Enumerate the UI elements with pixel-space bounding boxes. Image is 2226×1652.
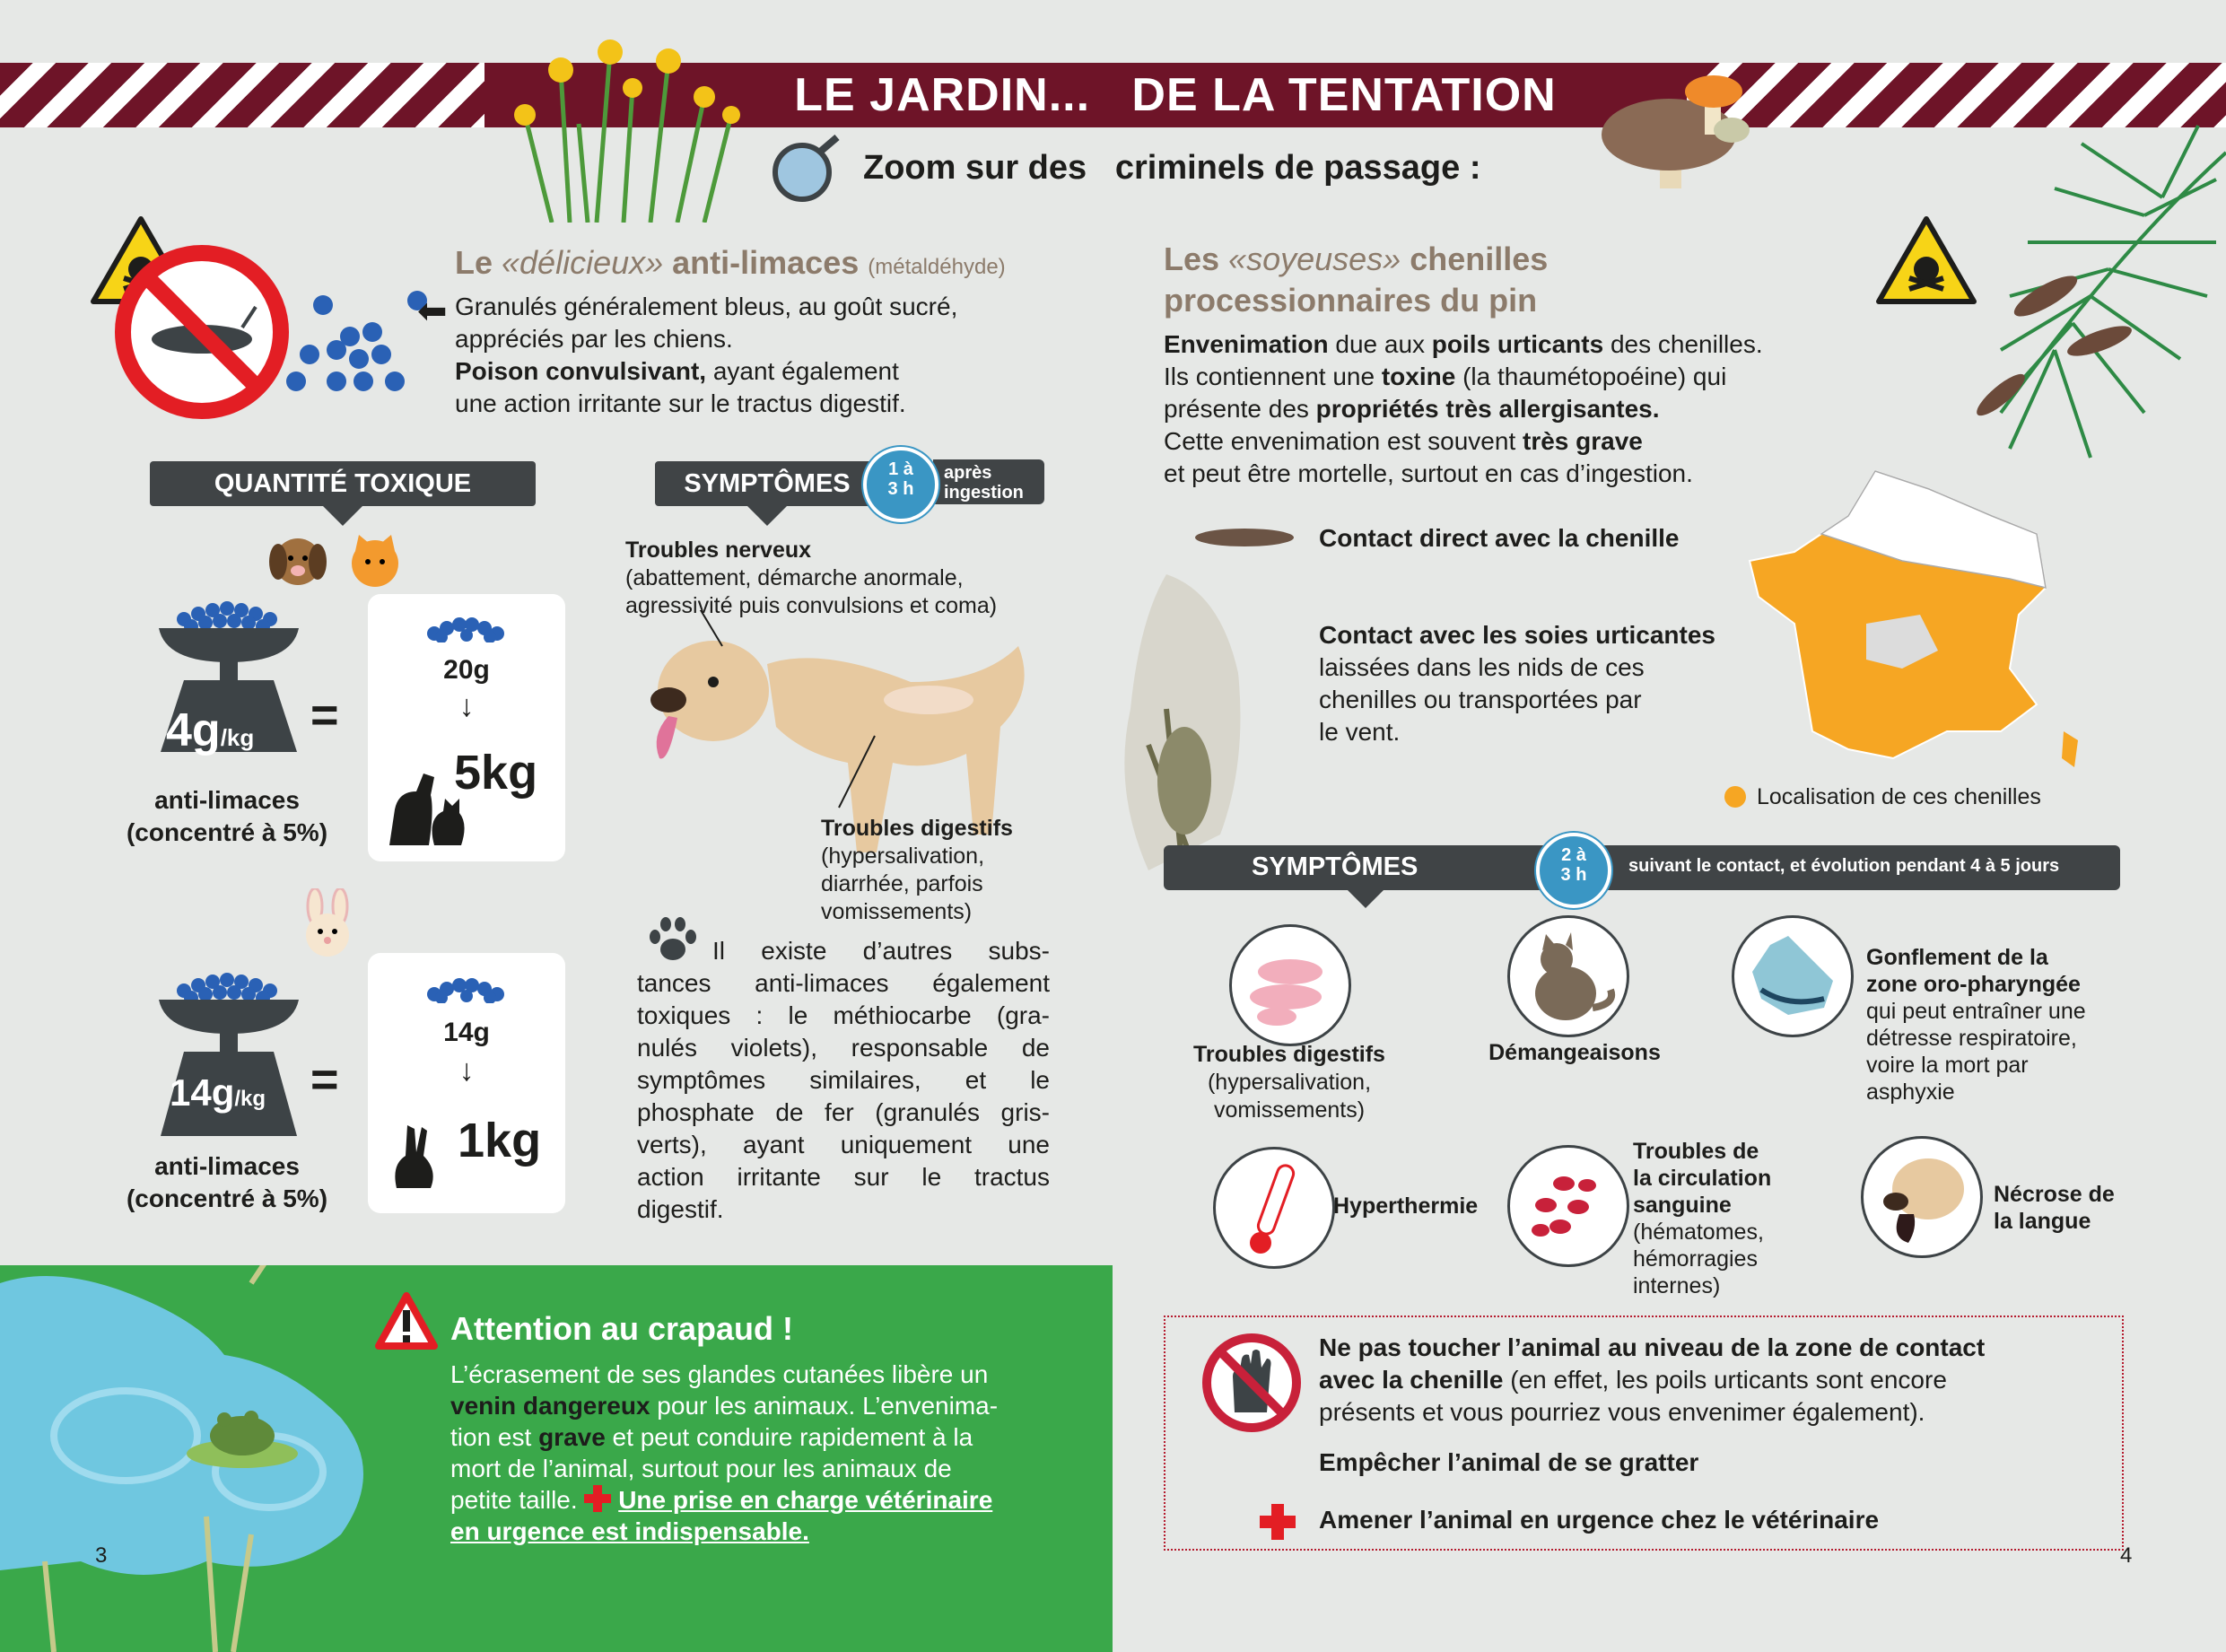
- autres-l6: phosphate de fer (granulés gris-: [637, 1098, 1050, 1126]
- page-number-left: 3: [95, 1543, 108, 1568]
- conseil-1-l3: présents et vous pourriez vous envenimer également).: [1319, 1398, 1925, 1426]
- antilimaces-title-italic: «délicieux»: [502, 244, 664, 281]
- dose-caption-line2: (concentré à 5%): [126, 1184, 328, 1212]
- pellet-pile-icon: [422, 614, 511, 642]
- symptomes-note: suivant le contact, et évolution pendant 4 à 5 jours: [1628, 856, 2060, 876]
- chenilles-p3-a: présente des: [1164, 395, 1316, 423]
- animal-weight: 5kg: [454, 746, 538, 800]
- warning-triangle-icon: [375, 1292, 438, 1350]
- troubles-digestifs-l2: diarrhée, parfois: [821, 871, 983, 896]
- map-legend: Localisation de ces chenilles: [1757, 784, 2041, 809]
- pond-illustration: [0, 1265, 413, 1652]
- chenilles-title-les: Les: [1164, 240, 1229, 277]
- chenilles-p2-a: Ils contiennent une: [1164, 363, 1382, 390]
- chenilles-title-italic: «soyeuses»: [1228, 240, 1401, 277]
- intestine-icon: [1229, 924, 1351, 1046]
- page-title: LE JARDIN... DE LA TENTATION: [794, 69, 1557, 121]
- autres-substances: [637, 935, 1050, 1226]
- thermometer-icon: [1213, 1147, 1335, 1269]
- gonflement-l1: qui peut entraîner une: [1866, 999, 2086, 1024]
- sym-digestifs-title: Troubles digestifs: [1193, 1042, 1385, 1067]
- antilimaces-title: [455, 244, 1006, 282]
- crapaud-section: [0, 1265, 1113, 1652]
- contact-soies-l1: laissées dans les nids de ces: [1319, 653, 1645, 681]
- crapaud-title: Attention au crapaud !: [450, 1310, 794, 1347]
- crapaud-text: [450, 1359, 1078, 1547]
- contact-soies-l2: chenilles ou transportées par: [1319, 686, 1642, 713]
- rabbit-silhouette-icon: [388, 1120, 441, 1192]
- daffodil-illustration: [498, 16, 758, 223]
- arrow-down-icon: ↓: [458, 689, 475, 723]
- dose-caption-2: [97, 1150, 357, 1215]
- sym-digestifs-l2: vomissements): [1213, 1097, 1366, 1123]
- mushroom-illustration: [1588, 63, 1750, 197]
- circ-t2: la circulation: [1633, 1166, 1772, 1191]
- circ-t1: Troubles de: [1633, 1139, 1759, 1164]
- pellet-pile-icon: [422, 975, 511, 1003]
- conseil-2: Empêcher l’animal de se gratter: [1319, 1448, 1699, 1476]
- gonflement: [1866, 944, 2086, 1106]
- antilimaces-line4: une action irritante sur le tractus digestif.: [455, 389, 906, 417]
- autres-l1: Il existe d’autres subs-: [712, 937, 1050, 965]
- dose-caption-line1: anti-limaces: [154, 786, 300, 814]
- circ-l2: hémorragies: [1633, 1246, 1758, 1272]
- crapaud-l4: mort de l’animal, surtout pour les animaux de: [450, 1455, 952, 1482]
- dose-caption-1: [97, 784, 357, 849]
- zoom-prefix: Zoom sur des: [863, 149, 1087, 187]
- crapaud-urgence-link-2: en urgence est indispensable.: [450, 1517, 809, 1545]
- troubles-digestifs-left: [821, 815, 1013, 926]
- necrose-t2: la langue: [1994, 1209, 2091, 1234]
- blood-cells-icon: [1507, 1145, 1629, 1267]
- antilimaces-title-rest: anti-limaces: [663, 244, 860, 281]
- dog-cat-faces-icon: [266, 531, 409, 590]
- rabbit-face-icon: [292, 888, 363, 960]
- autres-l9: digestif.: [637, 1195, 724, 1223]
- dog-tongue-icon: [1861, 1136, 1983, 1258]
- animal-weight: 1kg: [458, 1114, 542, 1167]
- chenilles-p1-a: due aux: [1328, 330, 1432, 358]
- troubles-nerveux-l1: (abattement, démarche anormale,: [625, 565, 964, 590]
- symptomes-label-left: SYMPTÔMES: [655, 461, 879, 506]
- clock-top: 2 à: [1561, 845, 1586, 865]
- pine-nest-illustration: [1113, 565, 1256, 888]
- antilimaces-line2: appréciés par les chiens.: [455, 325, 733, 353]
- pellet-amount: 20g: [443, 655, 490, 685]
- antilimaces-title-paren: (métaldéhyde): [868, 255, 1006, 279]
- chenilles-p2-bold: toxine: [1381, 363, 1456, 390]
- crapaud-l2-rest: pour les animaux. L’envenima-: [650, 1392, 999, 1420]
- chenilles-p1-bold2: poils urticants: [1431, 330, 1604, 358]
- magnifier-icon: [770, 135, 842, 206]
- circ-l3: internes): [1633, 1273, 1721, 1298]
- contact-direct: Contact direct avec la chenille: [1319, 524, 1680, 552]
- clock-icon-left: [863, 447, 938, 522]
- crapaud-l2-bold: venin dangereux: [450, 1392, 650, 1420]
- equals-sign: =: [310, 688, 339, 742]
- dose-card-2: [368, 953, 565, 1213]
- arrow-left-icon: ⬅: [417, 292, 448, 331]
- gonflement-t1: Gonflement de la: [1866, 945, 2048, 970]
- conseil-1-rest: (en effet, les poils urticants sont encore: [1503, 1366, 1947, 1394]
- autres-l2: tances anti-limaces également: [637, 969, 1050, 997]
- crapaud-urgence-link: Une prise en charge vétérinaire: [618, 1486, 993, 1514]
- arrow-down-icon: ↓: [458, 1053, 475, 1088]
- autres-l8: action irritante sur le tractus: [637, 1163, 1050, 1191]
- page-number-right: 4: [2120, 1543, 2133, 1568]
- dose-unit: /kg: [234, 1087, 266, 1111]
- troubles-digestifs-right: [1177, 1041, 1401, 1124]
- antilimaces-description: [455, 291, 1083, 420]
- no-touch-icon: [1200, 1332, 1303, 1434]
- dose-card-1: [368, 594, 565, 861]
- sym-digestifs-l1: (hypersalivation,: [1207, 1070, 1372, 1095]
- conseil-1: [1319, 1332, 2108, 1429]
- symptomes-pointer: [1346, 888, 1385, 908]
- troubles-nerveux-l2: agressivité puis convulsions et coma): [625, 593, 998, 618]
- scratching-cat-icon: [1507, 915, 1629, 1037]
- troubles-digestifs-title: Troubles digestifs: [821, 816, 1013, 841]
- contact-soies-l3: le vent.: [1319, 718, 1401, 746]
- troubles-digestifs-l1: (hypersalivation,: [821, 843, 985, 869]
- antilimaces-line3-rest: ayant également: [706, 357, 899, 385]
- clock-icon-right: [1536, 833, 1611, 908]
- chenilles-title: [1164, 239, 1548, 321]
- zoom-heading: [863, 149, 1480, 188]
- chenilles-p4-a: Cette envenimation est souvent: [1164, 427, 1523, 455]
- conseil-3: Amener l’animal en urgence chez le vétérinaire: [1319, 1506, 1880, 1534]
- chenilles-p2-b: (la thaumétopoéine) qui: [1455, 363, 1727, 390]
- necrose-t1: Nécrose de: [1994, 1182, 2115, 1207]
- demangeaisons: Démangeaisons: [1488, 1040, 1661, 1065]
- hyperthermie: Hyperthermie: [1333, 1193, 1479, 1219]
- chenilles-p4-bold: très grave: [1523, 427, 1643, 455]
- chenilles-p3-bold: propriétés très allergisantes.: [1315, 395, 1660, 423]
- necrose: [1994, 1181, 2115, 1235]
- dose-value: 14g: [170, 1071, 235, 1114]
- troubles-nerveux-title: Troubles nerveux: [625, 538, 812, 563]
- chenilles-p1-bold: Envenimation: [1164, 330, 1329, 358]
- gonflement-l2: détresse respiratoire,: [1866, 1026, 2077, 1051]
- circ-l1: (hématomes,: [1633, 1219, 1764, 1245]
- dose-caption-line2: (concentré à 5%): [126, 818, 328, 846]
- conseil-1-bold2: avec la chenille: [1319, 1366, 1504, 1394]
- crapaud-l3-a: tion est: [450, 1423, 539, 1451]
- clock-top: 1 à: [888, 459, 913, 479]
- contact-soies-title: Contact avec les soies urticantes: [1319, 621, 1715, 649]
- troubles-nerveux: [625, 537, 997, 620]
- crapaud-l3-bold: grave: [538, 1423, 606, 1451]
- caterpillar-icon: [1193, 526, 1296, 549]
- antilimaces-line3-bold: Poison convulsivant,: [455, 357, 707, 385]
- apres-ingestion-label: [933, 459, 1044, 504]
- dose-value: 4g: [166, 704, 221, 756]
- chenilles-p5: et peut être mortelle, surtout en cas d’ingestion.: [1164, 459, 1693, 487]
- antilimaces-title-le: Le: [455, 244, 502, 281]
- ingestion-text: ingestion: [944, 483, 1024, 503]
- france-map: [1741, 462, 2091, 776]
- antilimaces-line1: Granulés généralement bleus, au goût sucré,: [455, 293, 958, 320]
- quantite-toxique-label: QUANTITÉ TOXIQUE: [150, 461, 536, 506]
- troubles-circulation: [1633, 1138, 1771, 1299]
- conseil-1-bold1: Ne pas toucher l’animal au niveau de la zone de contact: [1319, 1333, 1986, 1361]
- zoom-suffix: criminels de passage :: [1114, 149, 1481, 187]
- gonflement-l3: voire la mort par: [1866, 1053, 2029, 1078]
- chenilles-p1-b: des chenilles.: [1603, 330, 1763, 358]
- autres-l5: symptômes similaires, et le: [637, 1066, 1050, 1094]
- title-banner: [0, 63, 2226, 127]
- dose-14g: [170, 1071, 266, 1114]
- toxic-warning-icon-right: [1875, 215, 1977, 305]
- chenilles-title-l2: processionnaires du pin: [1164, 282, 1538, 319]
- red-cross-icon-2: [1260, 1504, 1296, 1540]
- chenilles-title-rest: chenilles: [1401, 240, 1549, 277]
- swollen-dog-icon: [1732, 915, 1854, 1037]
- contact-soies: [1319, 619, 1768, 748]
- banner-stripes-left: [0, 63, 484, 127]
- circ-t3: sanguine: [1633, 1193, 1732, 1218]
- gonflement-t2: zone oro-pharyngée: [1866, 972, 2081, 997]
- dose-unit: /kg: [220, 724, 255, 751]
- equals-sign-2: =: [310, 1053, 339, 1106]
- autres-l3: toxiques : le méthiocarbe (gra-: [637, 1001, 1050, 1029]
- troubles-digestifs-l3: vomissements): [821, 899, 973, 924]
- gonflement-l4: asphyxie: [1866, 1079, 1955, 1105]
- legend-dot: [1724, 786, 1746, 808]
- pellet-amount: 14g: [443, 1018, 490, 1047]
- clock-bottom: 3 h: [887, 479, 914, 499]
- autres-l7: verts), ayant uniquement une: [637, 1131, 1050, 1158]
- autres-l4: nulés violets), responsable de: [637, 1034, 1050, 1062]
- crapaud-l5: petite taille.: [450, 1486, 585, 1514]
- symptomes-label-right: SYMPTÔMES: [1252, 852, 1419, 881]
- blue-pellets-illustration: [269, 287, 431, 404]
- dose-4g: [166, 704, 254, 757]
- crapaud-l3-rest: et peut conduire rapidement à la: [605, 1423, 973, 1451]
- clock-bottom: 3 h: [1560, 865, 1587, 885]
- apres-text: après: [944, 463, 992, 483]
- red-cross-icon: [584, 1485, 611, 1512]
- dose-caption-line1: anti-limaces: [154, 1152, 300, 1180]
- crapaud-l1: L’écrasement de ses glandes cutanées libère un: [450, 1360, 989, 1388]
